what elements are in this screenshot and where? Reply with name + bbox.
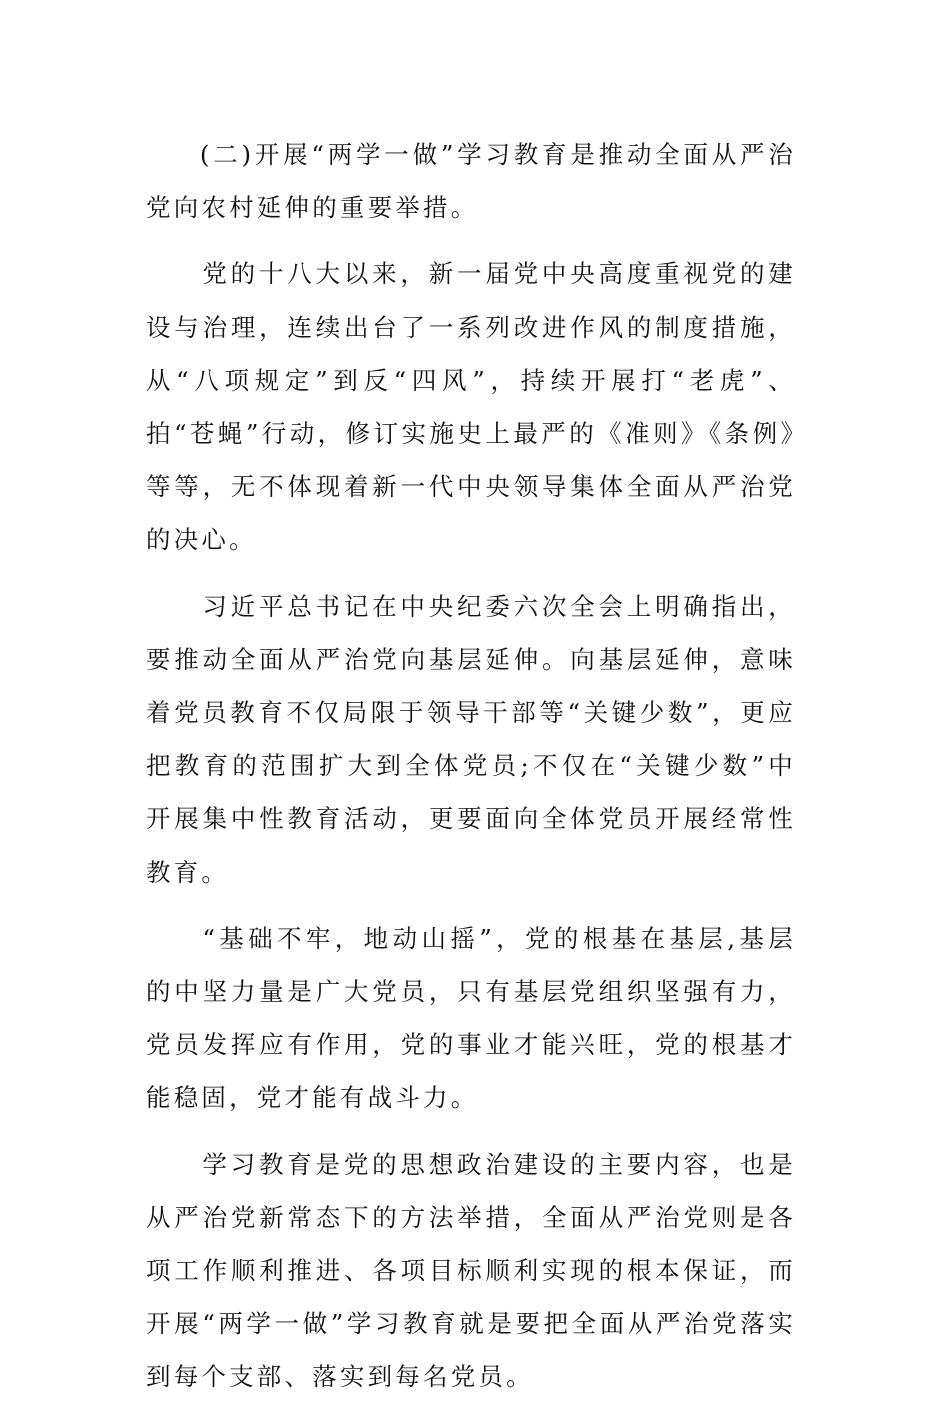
paragraph: 学习教育是党的思想政治建设的主要内容，也是从严治党新常态下的方法举措，全面从严治党则是各项工作顺利推进、各项目标顺利实现的根本保证，而开展“两学一做”学习教育就是要把全面从严治党落实到每个支部、落实到每名党员。 <box>146 1149 796 1392</box>
section-heading: (二)开展“两学一做”学习教育是推动全面从严治党向农村延伸的重要举措。 <box>146 140 796 223</box>
document-body <box>146 128 796 1417</box>
paragraph: “基础不牢，地动山摇”，党的根基在基层,基层的中坚力量是广大党员，只有基层党组织坚强有力，党员发挥应有作用，党的事业才能兴旺，党的根基才能稳固，党才能有战斗力。 <box>146 923 796 1113</box>
paragraph: 习近平总书记在中央纪委六次全会上明确指出，要推动全面从严治党向基层延伸。向基层延伸，意味着党员教育不仅局限于领导干部等“关键少数”，更应把教育的范围扩大到全体党员;不仅在“关键少数”中开展集中性教育活动，更要面向全体党员开展经常性教育。 <box>146 591 796 887</box>
paragraph: 党的十八大以来，新一届党中央高度重视党的建设与治理，连续出台了一系列改进作风的制度措施，从“八项规定”到反“四风”，持续开展打“老虎”、拍“苍蝇”行动，修订实施史上最严的《准则》《条例》等等，无不体现着新一代中央领导集体全面从严治党的决心。 <box>146 259 796 555</box>
